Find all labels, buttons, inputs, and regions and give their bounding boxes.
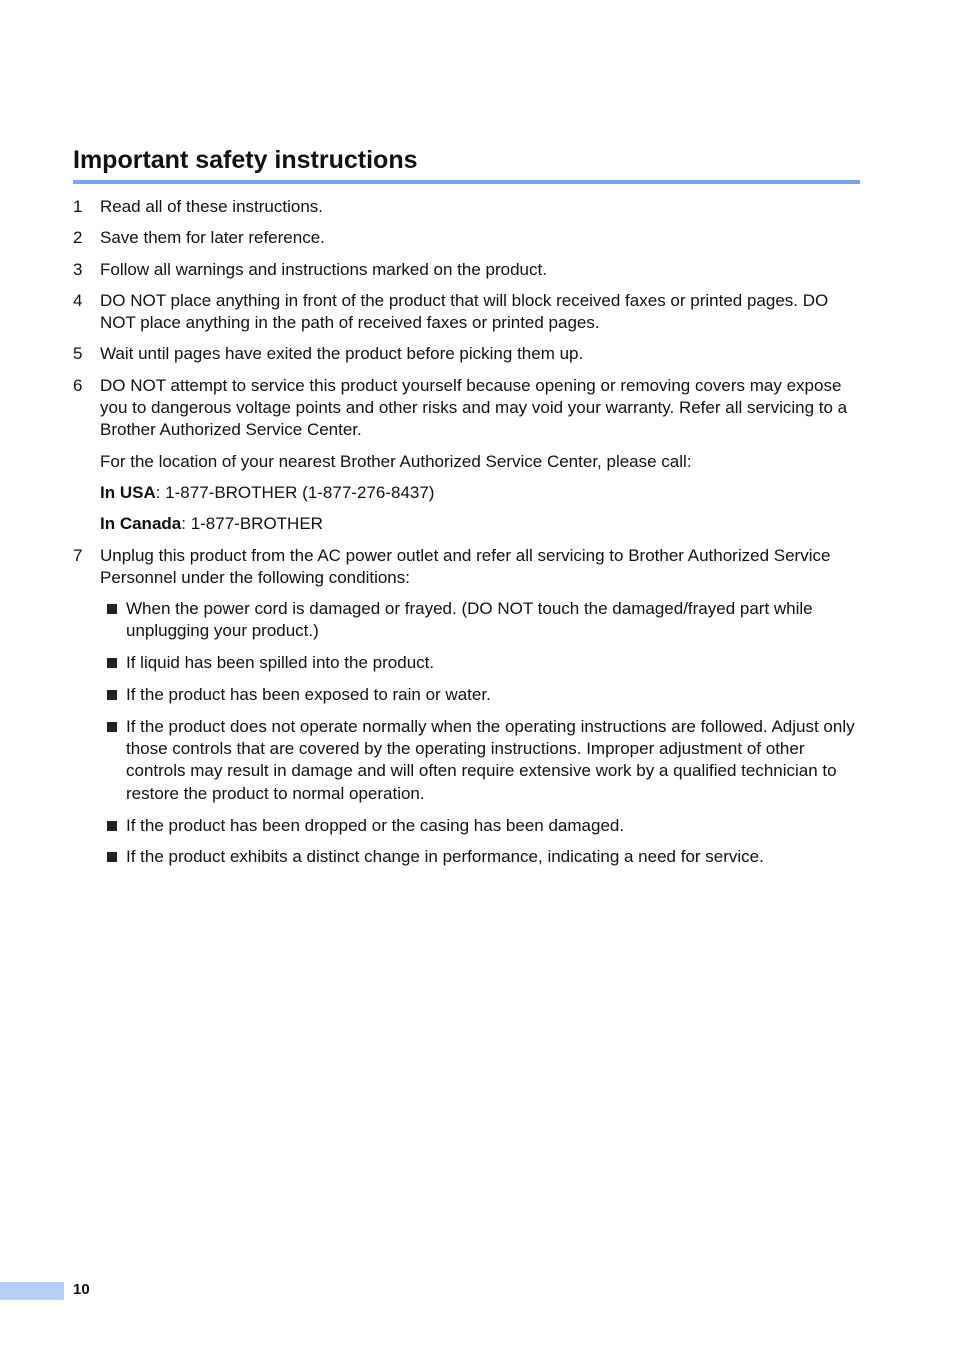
usa-label: In USA: [100, 482, 156, 502]
condition-text: When the power cord is damaged or frayed. (DO NOT touch the damaged/frayed part while unplugging your product.): [126, 599, 813, 641]
canada-number: : 1-877-BROTHER: [181, 514, 323, 534]
condition-item: [107, 716, 863, 805]
square-bullet-icon: [107, 846, 126, 868]
canada-label: In Canada: [100, 514, 182, 534]
condition-item: [107, 846, 863, 868]
item-number: 3: [73, 259, 83, 279]
instruction-item: [73, 545, 863, 590]
condition-item: [107, 684, 863, 706]
item-text: Follow all warnings and instructions marked on the product.: [100, 259, 547, 279]
item-number: 6: [73, 375, 83, 395]
instruction-item: [73, 343, 863, 365]
instruction-item: [73, 196, 863, 218]
condition-text: If the product has been exposed to rain or water.: [126, 685, 491, 705]
instruction-item: [73, 227, 863, 249]
condition-text: If liquid has been spilled into the product.: [126, 653, 435, 673]
square-bullet-icon: [107, 684, 126, 706]
condition-item: [107, 598, 863, 643]
item-text: Save them for later reference.: [100, 228, 325, 248]
page-title: Important safety instructions: [73, 146, 418, 174]
instruction-item: [73, 290, 863, 335]
service-center-intro: For the location of your nearest Brother Authorized Service Center, please call:: [100, 451, 692, 471]
instruction-item: [73, 259, 863, 281]
usa-number: : 1-877-BROTHER (1-877-276-8437): [155, 482, 435, 502]
instructions-list: [73, 196, 863, 878]
item-number: 2: [73, 228, 83, 248]
item-number: 5: [73, 344, 83, 364]
square-bullet-icon: [107, 815, 126, 837]
item-text: Read all of these instructions.: [100, 197, 324, 216]
square-bullet-icon: [107, 598, 126, 643]
item-number: 7: [73, 545, 83, 565]
square-bullet-icon: [107, 716, 126, 805]
item-text: Wait until pages have exited the product before picking them up.: [100, 344, 584, 364]
condition-item: [107, 815, 863, 837]
page-number: 10: [73, 1281, 90, 1298]
item-text: DO NOT attempt to service this product yourself because opening or removing covers may expose you to dangerous voltage points and other risks and may void your warranty. Refer all servicing to a Brother Authorized Service Center.: [100, 375, 848, 440]
item-text: Unplug this product from the AC power outlet and refer all servicing to Brother Authorized Service Personnel under the following conditions:: [100, 545, 831, 587]
item-number: 4: [73, 290, 83, 310]
condition-text: If the product exhibits a distinct change in performance, indicating a need for service.: [126, 847, 764, 867]
condition-item: [107, 652, 863, 674]
square-bullet-icon: [107, 652, 126, 674]
usa-phone: [100, 482, 863, 504]
conditions-list: [107, 598, 863, 868]
condition-text: If the product has been dropped or the casing has been damaged.: [126, 815, 625, 835]
item-text: DO NOT place anything in front of the product that will block received faxes or printed pages. DO NOT place anything in the path of received faxes or printed pages.: [100, 290, 829, 333]
condition-text: If the product does not operate normally when the operating instructions are followed. Adjust only those controls that are covered by the operating instructions. Improper adjustment of other controls may result in damage and will often require extensive work by a qualified technician to restore the product to normal operation.: [126, 716, 855, 803]
title-underline: [73, 180, 860, 184]
item-number: 1: [73, 197, 83, 216]
canada-phone: [100, 513, 863, 535]
footer-tab: [0, 1282, 64, 1300]
instruction-item: [73, 375, 863, 442]
